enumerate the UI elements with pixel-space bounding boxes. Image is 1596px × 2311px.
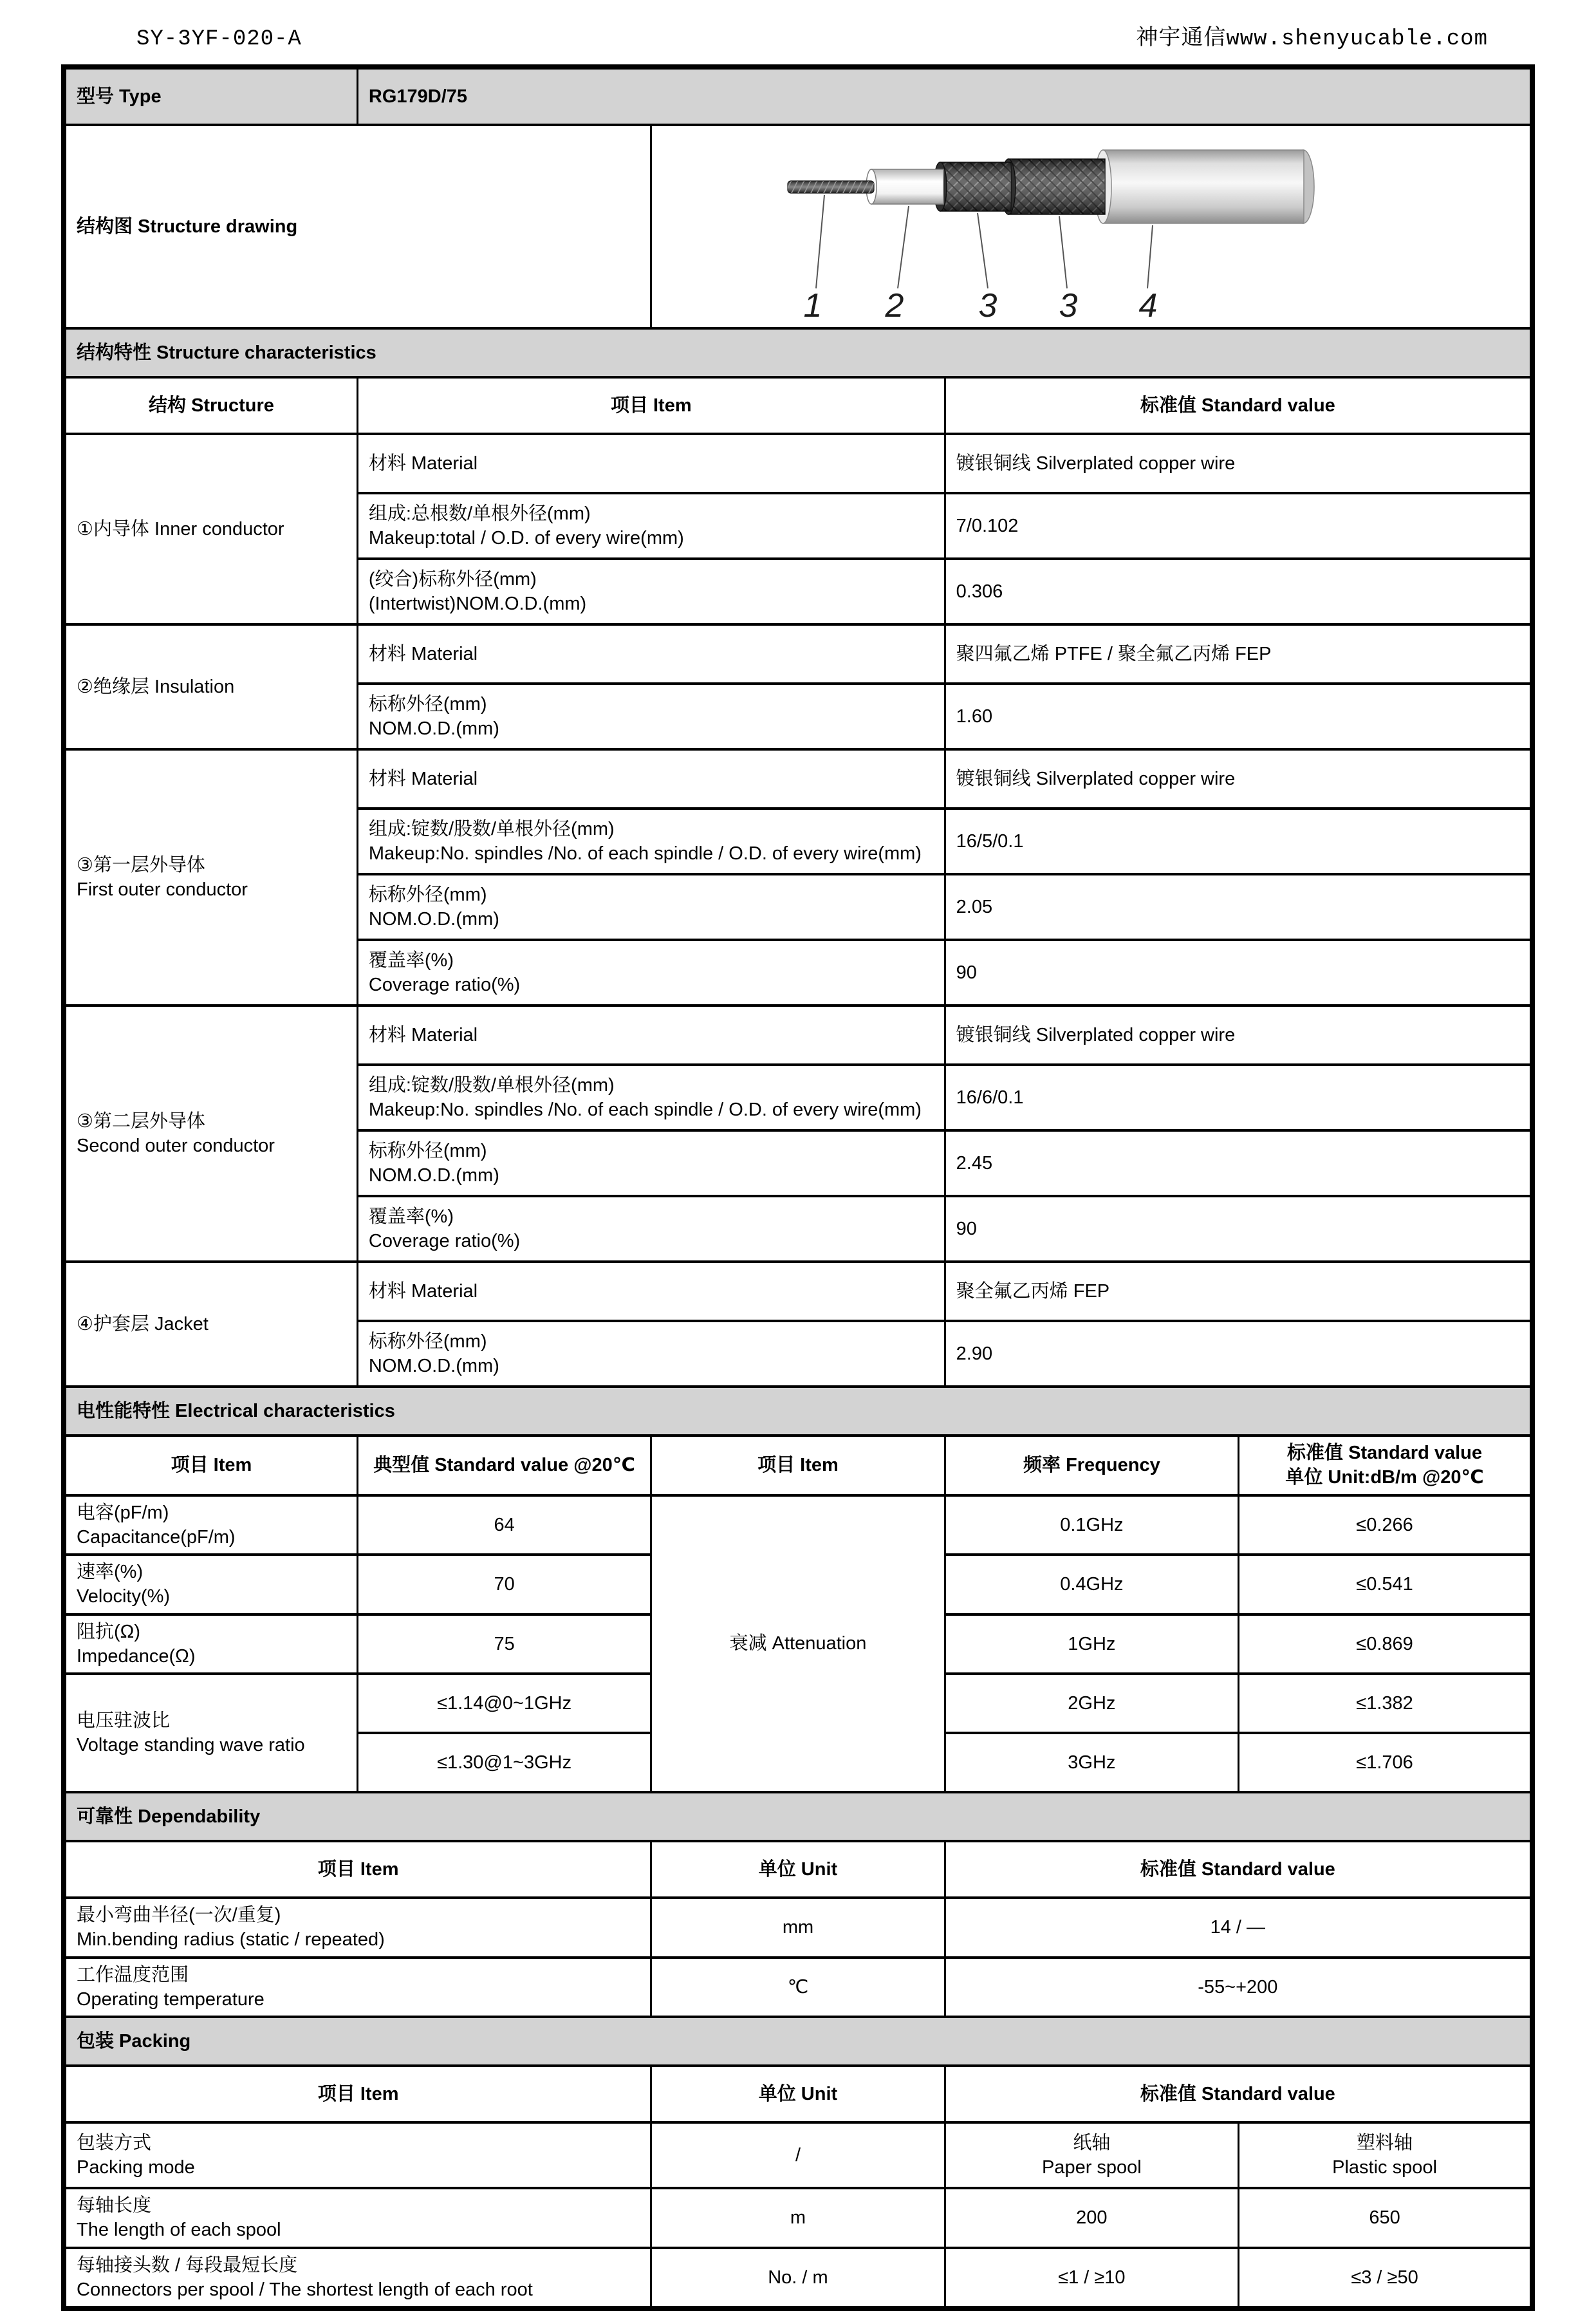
item-cell: 覆盖率(%) Coverage ratio(%) [357, 1196, 945, 1262]
col-header-item: 项目 Item [64, 2066, 651, 2122]
value-cell: ≤3 / ≥50 [1239, 2248, 1532, 2309]
callout-1: 1 [803, 287, 822, 323]
item-cell: 最小弯曲半径(一次/重复) Min.bending radius (static / repeated) [64, 1898, 651, 1958]
value-cell: -55~+200 [945, 1958, 1532, 2017]
attenuation-label-cell: 衰减 Attenuation [651, 1495, 945, 1793]
item-cell: (绞合)标称外径(mm) (Intertwist)NOM.O.D.(mm) [357, 559, 945, 624]
item-cell: 阻抗(Ω) Impedance(Ω) [64, 1614, 357, 1674]
item-cell: 标称外径(mm) NOM.O.D.(mm) [357, 874, 945, 940]
col-header-item: 项目 Item [357, 377, 945, 434]
callout-2: 2 [885, 287, 904, 323]
attenuation-value-cell: ≤0.266 [1239, 1495, 1532, 1555]
callout-3a: 3 [978, 287, 998, 323]
value-cell: 90 [945, 940, 1532, 1006]
item-cell: 电容(pF/m) Capacitance(pF/m) [64, 1495, 357, 1555]
structure-group-label: ①内导体 Inner conductor [64, 434, 357, 624]
type-value: RG179D/75 [357, 67, 1532, 125]
plastic-spool-cell: 塑料轴 Plastic spool [1239, 2122, 1532, 2188]
item-cell: 材料 Material [357, 1262, 945, 1321]
frequency-cell: 0.1GHz [945, 1495, 1238, 1555]
value-cell: 2.05 [945, 874, 1532, 940]
value-cell: 16/5/0.1 [945, 809, 1532, 874]
item-cell: 组成:总根数/单根外径(mm) Makeup:total / O.D. of every wire(mm) [357, 493, 945, 559]
value-cell: 16/6/0.1 [945, 1065, 1532, 1130]
item-cell: 标称外径(mm) NOM.O.D.(mm) [357, 684, 945, 749]
col-header-standard-value: 标准值 Standard value [945, 2066, 1532, 2122]
unit-cell: m [651, 2188, 945, 2248]
jacket-layer [1095, 150, 1314, 223]
value-cell: 镀银铜线 Silverplated copper wire [945, 434, 1532, 493]
structure-group-label: ③第一层外导体 First outer conductor [64, 749, 357, 1006]
first-braid-layer [934, 162, 1011, 211]
doc-code: SY-3YF-020-A [136, 27, 302, 51]
value-cell: 90 [945, 1196, 1532, 1262]
item-cell: 每轴接头数 / 每段最短长度 Connectors per spool / The shortest length of each root [64, 2248, 651, 2309]
col-header-unit: 单位 Unit [651, 2066, 945, 2122]
item-cell: 材料 Material [357, 1006, 945, 1065]
vswr-value-cell: ≤1.14@0~1GHz [357, 1674, 651, 1733]
col-header-frequency: 频率 Frequency [945, 1436, 1238, 1495]
frequency-cell: 3GHz [945, 1733, 1238, 1792]
structure-group-label: ③第二层外导体 Second outer conductor [64, 1006, 357, 1262]
value-cell: ≤1 / ≥10 [945, 2248, 1238, 2309]
frequency-cell: 1GHz [945, 1614, 1238, 1674]
item-cell: 组成:锭数/股数/单根外径(mm) Makeup:No. spindles /No. of each spindle / O.D. of every wire(mm) [357, 1065, 945, 1130]
item-cell: 组成:锭数/股数/单根外径(mm) Makeup:No. spindles /No. of each spindle / O.D. of every wire(mm) [357, 809, 945, 874]
attenuation-value-cell: ≤0.869 [1239, 1614, 1532, 1674]
col-header-item: 项目 Item [651, 1436, 945, 1495]
section-title-structure-characteristics: 结构特性 Structure characteristics [64, 328, 1532, 377]
value-cell: 2.45 [945, 1130, 1532, 1196]
section-title-packing: 包装 Packing [64, 2017, 1532, 2066]
unit-cell: / [651, 2122, 945, 2188]
value-cell: 聚四氟乙烯 PTFE / 聚全氟乙丙烯 FEP [945, 624, 1532, 684]
unit-cell: ℃ [651, 1958, 945, 2017]
frequency-cell: 2GHz [945, 1674, 1238, 1733]
structure-drawing-label: 结构图 Structure drawing [64, 125, 651, 328]
value-cell: 镀银铜线 Silverplated copper wire [945, 1006, 1532, 1065]
inner-conductor-layer [788, 181, 874, 193]
value-cell: 1.60 [945, 684, 1532, 749]
typical-value-cell: 64 [357, 1495, 651, 1555]
value-cell: 镀银铜线 Silverplated copper wire [945, 749, 1532, 809]
col-header-standard-value: 标准值 Standard value [945, 377, 1532, 434]
item-cell: 材料 Material [357, 434, 945, 493]
item-cell: 材料 Material [357, 624, 945, 684]
unit-cell: mm [651, 1898, 945, 1958]
col-header-structure: 结构 Structure [64, 377, 357, 434]
item-cell: 标称外径(mm) NOM.O.D.(mm) [357, 1130, 945, 1196]
value-cell: 7/0.102 [945, 493, 1532, 559]
item-cell: 速率(%) Velocity(%) [64, 1555, 357, 1614]
structure-group-label: ④护套层 Jacket [64, 1262, 357, 1387]
attenuation-value-cell: ≤1.382 [1239, 1674, 1532, 1733]
vswr-label-cell: 电压驻波比 Voltage standing wave ratio [64, 1674, 357, 1792]
callout-3b: 3 [1059, 287, 1078, 323]
col-header-standard-value: 标准值 Standard value [945, 1841, 1532, 1898]
value-cell: 聚全氟乙丙烯 FEP [945, 1262, 1532, 1321]
value-cell: 650 [1239, 2188, 1532, 2248]
structure-group-label: ②绝缘层 Insulation [64, 624, 357, 749]
item-cell: 标称外径(mm) NOM.O.D.(mm) [357, 1321, 945, 1387]
value-cell: 14 / — [945, 1898, 1532, 1958]
item-cell: 每轴长度 The length of each spool [64, 2188, 651, 2248]
vswr-value-cell: ≤1.30@1~3GHz [357, 1733, 651, 1792]
col-header-standard-value-unit: 标准值 Standard value 单位 Unit:dB/m @20℃ [1239, 1436, 1532, 1495]
value-cell: 0.306 [945, 559, 1532, 624]
second-braid-layer [1001, 159, 1105, 214]
item-cell: 工作温度范围 Operating temperature [64, 1958, 651, 2017]
insulation-layer [866, 169, 943, 204]
company-website: 神宇通信www.shenyucable.com [1136, 27, 1488, 51]
page-header [0, 0, 1596, 61]
cable-structure-drawing [739, 130, 1344, 323]
item-cell: 材料 Material [357, 749, 945, 809]
value-cell: 200 [945, 2188, 1238, 2248]
col-header-item: 项目 Item [64, 1841, 651, 1898]
typical-value-cell: 70 [357, 1555, 651, 1614]
attenuation-value-cell: ≤0.541 [1239, 1555, 1532, 1614]
attenuation-value-cell: ≤1.706 [1239, 1733, 1532, 1792]
col-header-item: 项目 Item [64, 1436, 357, 1495]
item-cell: 包装方式 Packing mode [64, 2122, 651, 2188]
section-title-electrical-characteristics: 电性能特性 Electrical characteristics [64, 1387, 1532, 1436]
col-header-typical-value: 典型值 Standard value @20℃ [357, 1436, 651, 1495]
typical-value-cell: 75 [357, 1614, 651, 1674]
item-cell: 覆盖率(%) Coverage ratio(%) [357, 940, 945, 1006]
section-title-dependability: 可靠性 Dependability [64, 1792, 1532, 1841]
col-header-unit: 单位 Unit [651, 1841, 945, 1898]
datasheet-table [61, 64, 1535, 2311]
paper-spool-cell: 纸轴 Paper spool [945, 2122, 1238, 2188]
structure-drawing-cell [651, 125, 1532, 328]
type-label: 型号 Type [64, 67, 357, 125]
callout-numbers [804, 287, 1158, 323]
frequency-cell: 0.4GHz [945, 1555, 1238, 1614]
callout-4: 4 [1138, 287, 1158, 323]
unit-cell: No. / m [651, 2248, 945, 2309]
value-cell: 2.90 [945, 1321, 1532, 1387]
